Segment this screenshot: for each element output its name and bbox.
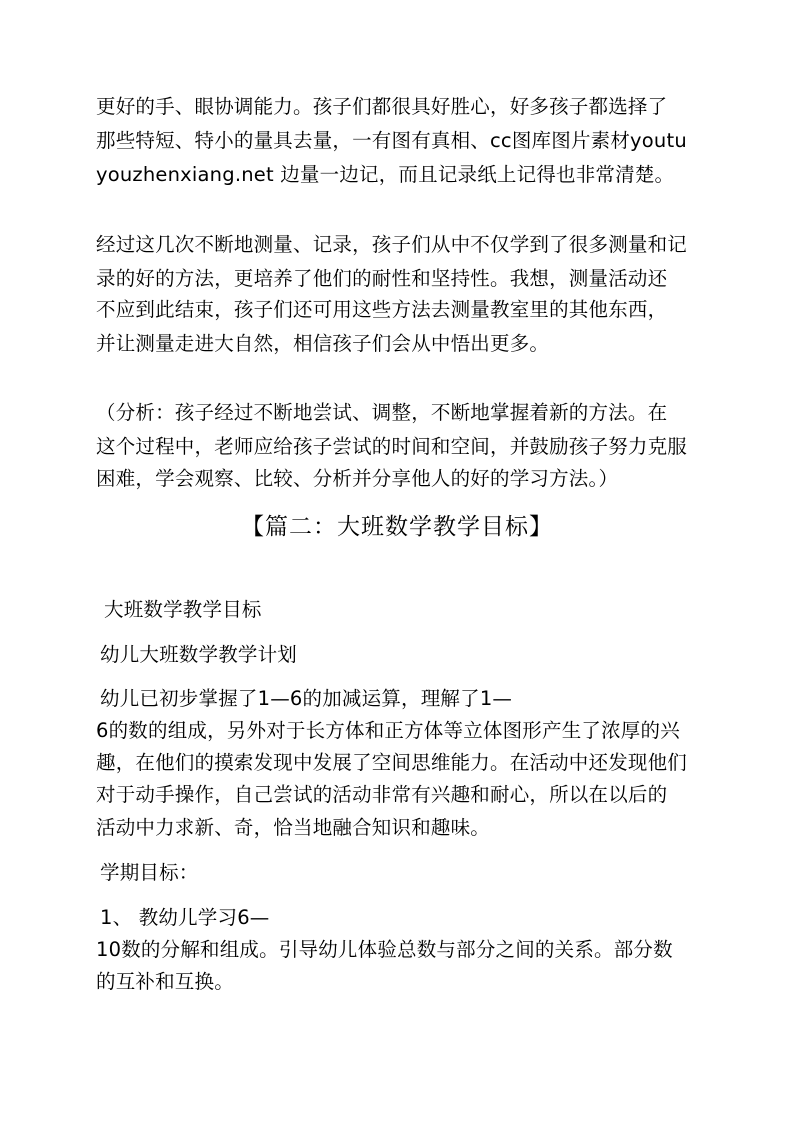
paragraph-1-line: youzhenxiang.net 边量一边记，而且记录纸上记得也非常清楚。 [96,163,675,186]
analysis-paragraph-line: 困难，学会观察、比较、分析并分享他人的好的学习方法。） [96,467,619,490]
paragraph-1-line: 那些特短、特小的量具去量，一有图有真相、cc图库图片素材youtu [96,129,687,152]
paragraph-4-line: 幼儿已初步掌握了1—6的加减运算，理解了1— [100,687,513,710]
paragraph-2-line: 录的好的方法，更培养了他们的耐性和坚持性。我想，测量活动还 [96,267,668,290]
analysis-paragraph-line: （分析：孩子经过不断地尝试、调整，不断地掌握着新的方法。在 [96,401,668,424]
paragraph-4-line: 对于动手操作，自己尝试的活动非常有兴趣和耐心，所以在以后的 [96,783,668,806]
analysis-paragraph-line: 这个过程中，老师应给孩子尝试的时间和空间，并鼓励孩子努力克服 [96,435,688,458]
paragraph-4-line: 活动中力求新、奇，恰当地融合知识和趣味。 [96,816,491,839]
paragraph-2-line: 不应到此结束，孩子们还可用这些方法去测量教室里的其他东西， [96,298,668,321]
paragraph-5-line: 1、 教幼儿学习6— [100,906,270,929]
paragraph-4-line: 6的数的组成，另外对于长方体和正方体等立体图形产生了浓厚的兴 [96,719,680,742]
paragraph-5-line: 的互补和互换。 [96,970,234,993]
heading-semester-goals: 学期目标： [100,861,199,884]
paragraph-2-line: 经过这几次不断地测量、记录，孩子们从中不仅学到了很多测量和记 [96,233,688,256]
heading-teaching-plan: 幼儿大班数学教学计划 [100,643,298,666]
section-title: 【篇二：大班数学教学目标】 [241,514,553,540]
heading-teaching-goals: 大班数学教学目标 [104,598,262,621]
paragraph-2-line: 并让测量走进大自然，相信孩子们会从中悟出更多。 [96,332,550,355]
paragraph-1-line: 更好的手、眼协调能力。孩子们都很具好胜心，好多孩子都选择了 [96,95,668,118]
paragraph-4-line: 趣，在他们的摸索发现中发展了空间思维能力。在活动中还发现他们 [96,751,688,774]
paragraph-5-line: 10数的分解和组成。引导幼儿体验总数与部分之间的关系。部分数 [96,938,673,961]
